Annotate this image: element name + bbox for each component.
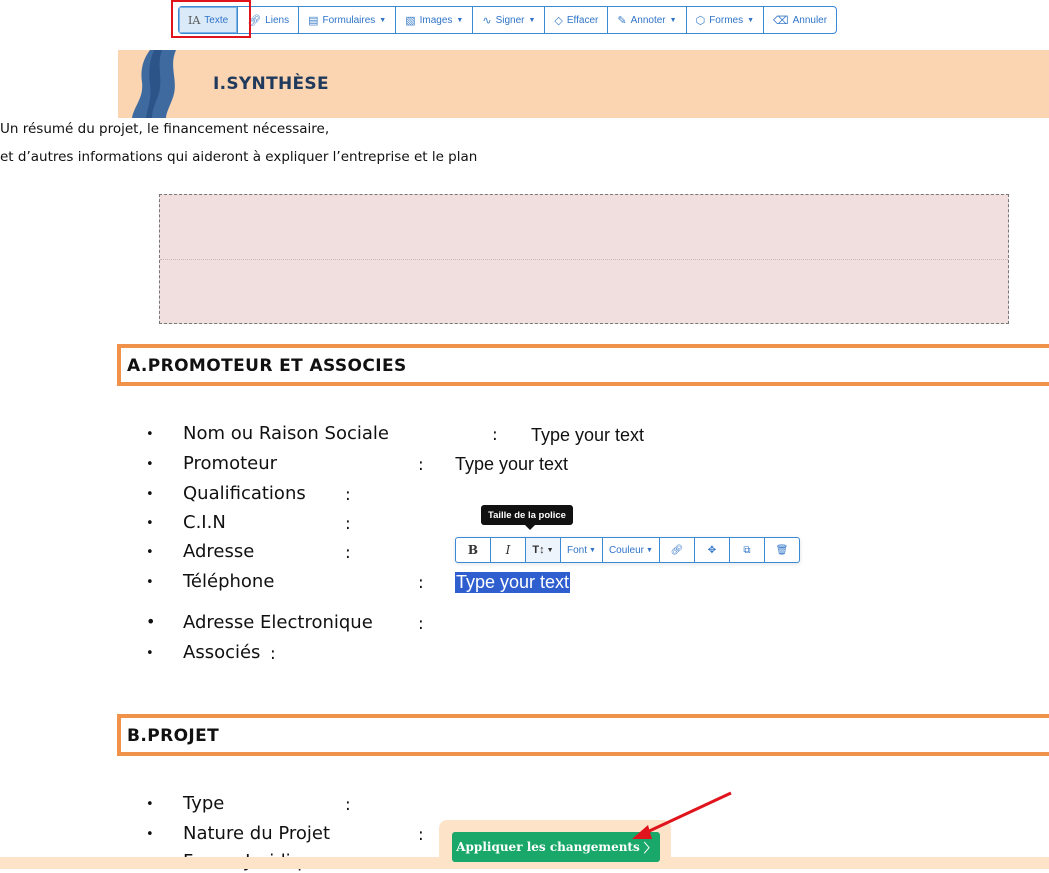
- apply-changes-label: Appliquer les changements: [456, 840, 640, 854]
- text-tool-label: Texte: [204, 14, 229, 26]
- field-label: Type: [183, 793, 225, 814]
- annotate-tool-button[interactable]: [608, 7, 686, 33]
- signature-icon: ∿: [482, 14, 492, 27]
- font-size-button[interactable]: [526, 538, 561, 562]
- bullet-icon: •: [146, 487, 154, 502]
- field-value[interactable]: Type your text: [531, 425, 645, 445]
- promoteur-heading-box: [117, 344, 1049, 386]
- chevron-right-icon: 〉: [643, 840, 656, 855]
- field-colon: :: [345, 543, 351, 563]
- move-icon: ✥: [707, 544, 717, 556]
- font-size-label: T↕: [532, 544, 545, 556]
- chevron-down-icon: ▼: [528, 16, 536, 24]
- field-colon: :: [418, 825, 424, 845]
- shapes-tool-button[interactable]: [687, 7, 764, 33]
- image-icon: ▧: [405, 14, 416, 27]
- promoteur-heading: A.PROMOTEUR ET ASSOCIES: [127, 356, 407, 376]
- selected-field-value[interactable]: Type your text: [456, 572, 570, 592]
- edit-toolbar: [178, 6, 837, 34]
- bullet-icon: •: [146, 646, 154, 661]
- forms-tool-label: Formulaires: [322, 14, 376, 26]
- sign-tool-label: Signer: [495, 14, 525, 26]
- section-title: I.SYNTHÈSE: [213, 74, 329, 94]
- links-tool-button[interactable]: [238, 7, 299, 33]
- field-label: Adresse Electronique: [183, 612, 373, 633]
- color-button[interactable]: [603, 538, 660, 562]
- bullet-icon: •: [146, 545, 154, 560]
- sign-tool-button[interactable]: [473, 7, 545, 33]
- bullet-icon: •: [146, 516, 154, 531]
- erase-tool-button[interactable]: [545, 7, 608, 33]
- undo-tool-button[interactable]: [764, 7, 836, 33]
- link-button[interactable]: [660, 538, 695, 562]
- chevron-down-icon: ▼: [379, 16, 387, 24]
- field-label: Associés: [183, 642, 261, 663]
- bullet-icon: •: [146, 797, 154, 812]
- bullet-icon: •: [146, 612, 156, 631]
- font-size-tooltip: Taille de la police: [481, 505, 573, 525]
- intro-line-2: et d’autres informations qui aideront à expliquer l’entreprise et le plan: [0, 149, 478, 165]
- field-colon: :: [418, 455, 424, 475]
- annotate-tool-label: Annoter: [630, 14, 666, 26]
- field-label: Téléphone: [183, 571, 275, 592]
- text-ia-icon: IA: [188, 13, 201, 27]
- chevron-down-icon: ▼: [456, 16, 464, 24]
- field-colon: :: [418, 614, 424, 634]
- section-banner: [118, 50, 1049, 118]
- erase-tool-label: Effacer: [566, 14, 599, 26]
- field-label: C.I.N: [183, 512, 226, 533]
- link-icon: 🔗︎: [670, 544, 684, 556]
- font-button[interactable]: [561, 538, 603, 562]
- pen-icon: ✎: [617, 14, 627, 27]
- field-colon: :: [345, 514, 351, 534]
- font-label: Font: [567, 544, 588, 556]
- text-format-toolbar: [455, 537, 800, 563]
- bold-button[interactable]: B: [456, 538, 491, 562]
- field-colon: :: [345, 485, 351, 505]
- field-colon: :: [270, 644, 276, 664]
- duplicate-button[interactable]: [730, 538, 765, 562]
- form-icon: ▤: [308, 14, 319, 27]
- field-colon: :: [418, 573, 424, 593]
- field-colon: :: [345, 795, 351, 815]
- move-button[interactable]: [695, 538, 730, 562]
- delete-button[interactable]: [765, 538, 799, 562]
- images-tool-button[interactable]: [396, 7, 473, 33]
- trash-icon: 🗑︎: [775, 544, 789, 556]
- bullet-icon: •: [146, 457, 154, 472]
- field-label: Promoteur: [183, 453, 278, 474]
- field-label: Adresse: [183, 541, 255, 562]
- field-value[interactable]: Type your text: [455, 454, 569, 474]
- wave-decoration-icon: [132, 50, 182, 118]
- field-label: Nom ou Raison Sociale: [183, 423, 389, 444]
- bullet-icon: •: [146, 575, 154, 590]
- forms-tool-button[interactable]: [299, 7, 396, 33]
- field-label: Qualifications: [183, 483, 306, 504]
- color-label: Couleur: [608, 544, 644, 556]
- divider: [160, 259, 1008, 260]
- bullet-icon: •: [146, 427, 154, 442]
- links-tool-label: Liens: [265, 14, 290, 26]
- link-icon: 🔗︎: [247, 14, 262, 27]
- shapes-icon: ⬡: [695, 14, 706, 27]
- undo-icon: ⌫: [773, 14, 789, 27]
- chevron-down-icon: ▼: [589, 546, 596, 554]
- chevron-down-icon: ▼: [546, 546, 554, 554]
- undo-tool-label: Annuler: [792, 14, 828, 26]
- bullet-icon: •: [146, 827, 154, 842]
- copy-icon: ⧉: [743, 544, 751, 556]
- text-input-box[interactable]: [159, 194, 1009, 324]
- images-tool-label: Images: [419, 14, 453, 26]
- chevron-down-icon: ▼: [669, 16, 677, 24]
- chevron-down-icon: ▼: [645, 546, 653, 554]
- chevron-down-icon: ▼: [747, 16, 755, 24]
- projet-heading-box: [117, 714, 1049, 756]
- field-label: Nature du Projet: [183, 823, 331, 844]
- italic-button[interactable]: I: [491, 538, 526, 562]
- intro-line-1: Un résumé du projet, le financement nécessaire,: [0, 121, 330, 137]
- eraser-icon: ◇: [554, 14, 563, 27]
- shapes-tool-label: Formes: [709, 14, 744, 26]
- text-tool-button[interactable]: [179, 7, 238, 33]
- apply-changes-button[interactable]: [452, 832, 660, 862]
- projet-heading: B.PROJET: [127, 726, 220, 746]
- field-colon: :: [492, 425, 498, 445]
